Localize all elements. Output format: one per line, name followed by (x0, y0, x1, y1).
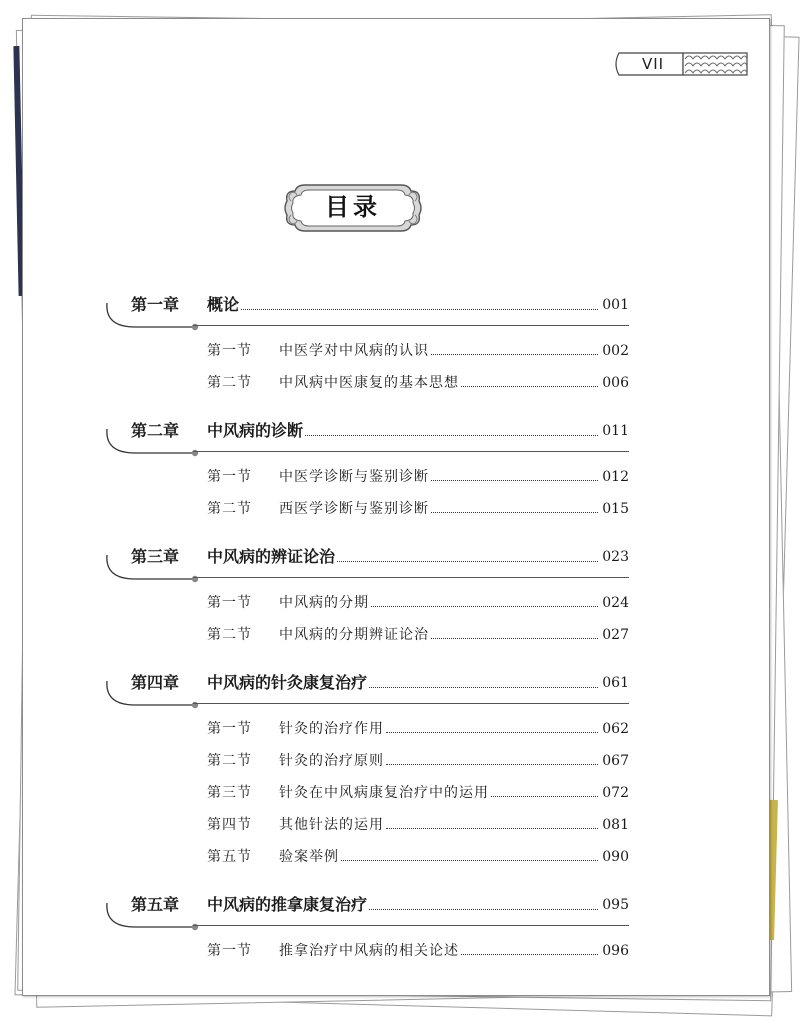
section-page: 012 (602, 469, 629, 485)
section-label: 第二节 (207, 753, 252, 769)
dot-leader (431, 637, 598, 639)
section-page: 024 (602, 595, 629, 611)
section-title: 验案举例 (279, 849, 339, 865)
section-page: 062 (602, 721, 629, 737)
chapter-rule (193, 703, 629, 704)
section-title-row (279, 845, 601, 869)
section-page: 081 (602, 817, 629, 833)
page-number: VII (641, 55, 665, 73)
toc-section[interactable] (23, 339, 769, 365)
chapter-rule (193, 577, 629, 578)
chapter-label: 第四章 (131, 673, 180, 692)
dot-leader (369, 908, 598, 910)
chapter-rule (193, 325, 629, 326)
section-title-row (279, 813, 601, 837)
dot-leader (241, 308, 598, 310)
toc-section[interactable] (23, 939, 769, 965)
section-page: 006 (602, 375, 629, 391)
dot-leader (386, 731, 598, 733)
toc-chapter-2[interactable] (23, 419, 769, 459)
toc-chapter-1[interactable] (23, 293, 769, 333)
toc-section[interactable] (23, 623, 769, 649)
chapter-title-row (207, 671, 601, 695)
section-title: 西医学诊断与鉴别诊断 (279, 501, 429, 517)
section-title: 推拿治疗中风病的相关论述 (279, 943, 459, 959)
chapter-label: 第三章 (131, 547, 180, 566)
section-page: 072 (602, 785, 629, 801)
section-label: 第一节 (207, 343, 252, 359)
section-label: 第四节 (207, 817, 252, 833)
dot-leader (341, 859, 598, 861)
toc-section[interactable] (23, 591, 769, 617)
section-title-row (279, 781, 601, 805)
dot-leader (305, 434, 598, 436)
section-title: 中医学诊断与鉴别诊断 (279, 469, 429, 485)
dot-leader (371, 605, 598, 607)
section-title-row (279, 623, 601, 647)
chapter-title-row (207, 293, 601, 317)
section-title-row (279, 939, 601, 963)
toc-section[interactable] (23, 371, 769, 397)
section-page: 067 (602, 753, 629, 769)
section-title-row (279, 465, 601, 489)
toc-section[interactable] (23, 497, 769, 523)
chapter-title: 中风病的针灸康复治疗 (207, 673, 368, 692)
toc-chapter-4[interactable] (23, 671, 769, 711)
dot-leader (386, 827, 598, 829)
toc-section[interactable] (23, 845, 769, 871)
toc-chapter-5[interactable] (23, 893, 769, 933)
dot-leader (431, 353, 598, 355)
section-label: 第五节 (207, 849, 252, 865)
section-title: 针灸的治疗作用 (279, 721, 384, 737)
dot-leader (386, 763, 598, 765)
toc-section[interactable] (23, 465, 769, 491)
dot-leader (431, 511, 598, 513)
section-label: 第一节 (207, 469, 252, 485)
section-title-row (279, 717, 601, 741)
dot-leader (337, 560, 598, 562)
toc-section[interactable] (23, 717, 769, 743)
section-title: 中风病的分期辨证论治 (279, 627, 429, 643)
toc-section[interactable] (23, 813, 769, 839)
dot-leader (369, 686, 598, 688)
chapter-title-row (207, 545, 601, 569)
chapter-title: 概论 (207, 295, 240, 314)
toc-section[interactable] (23, 781, 769, 807)
section-label: 第一节 (207, 595, 252, 611)
chapter-page: 095 (602, 897, 629, 913)
section-title-row (279, 591, 601, 615)
section-title-row (279, 371, 601, 395)
chapter-page: 011 (602, 423, 629, 439)
chapter-title-row (207, 419, 601, 443)
section-title: 中风病的分期 (279, 595, 369, 611)
section-label: 第三节 (207, 785, 252, 801)
chapter-page: 023 (602, 549, 629, 565)
section-title-row (279, 497, 601, 521)
chapter-title: 中风病的辨证论治 (207, 547, 336, 566)
section-page: 027 (602, 627, 629, 643)
chapter-page: 061 (602, 675, 629, 691)
section-page: 015 (602, 501, 629, 517)
toc-title-badge (283, 179, 423, 237)
section-title: 中风病中医康复的基本思想 (279, 375, 459, 391)
toc-chapter-3[interactable] (23, 545, 769, 585)
toc-title: 目录 (325, 193, 381, 221)
section-title: 中医学对中风病的认识 (279, 343, 429, 359)
section-title: 其他针法的运用 (279, 817, 384, 833)
section-label: 第二节 (207, 375, 252, 391)
section-title: 针灸在中风病康复治疗中的运用 (279, 785, 489, 801)
section-page: 002 (602, 343, 629, 359)
section-label: 第一节 (207, 721, 252, 737)
page-number-badge (613, 49, 751, 79)
dot-leader (491, 795, 598, 797)
section-title-row (279, 339, 601, 363)
chapter-title-row (207, 893, 601, 917)
toc-section[interactable] (23, 749, 769, 775)
section-page: 090 (602, 849, 629, 865)
chapter-rule (193, 451, 629, 452)
chapter-title: 中风病的推拿康复治疗 (207, 895, 368, 914)
book-page (22, 18, 770, 996)
chapter-rule (193, 925, 629, 926)
section-label: 第二节 (207, 627, 252, 643)
section-label: 第一节 (207, 943, 252, 959)
section-title: 针灸的治疗原则 (279, 753, 384, 769)
section-title-row (279, 749, 601, 773)
dot-leader (431, 479, 598, 481)
dot-leader (461, 953, 598, 955)
chapter-label: 第二章 (131, 421, 180, 440)
section-page: 096 (602, 943, 629, 959)
section-label: 第二节 (207, 501, 252, 517)
chapter-label: 第一章 (131, 295, 180, 314)
chapter-page: 001 (602, 297, 629, 313)
chapter-title: 中风病的诊断 (207, 421, 304, 440)
chapter-label: 第五章 (131, 895, 180, 914)
dot-leader (461, 385, 598, 387)
